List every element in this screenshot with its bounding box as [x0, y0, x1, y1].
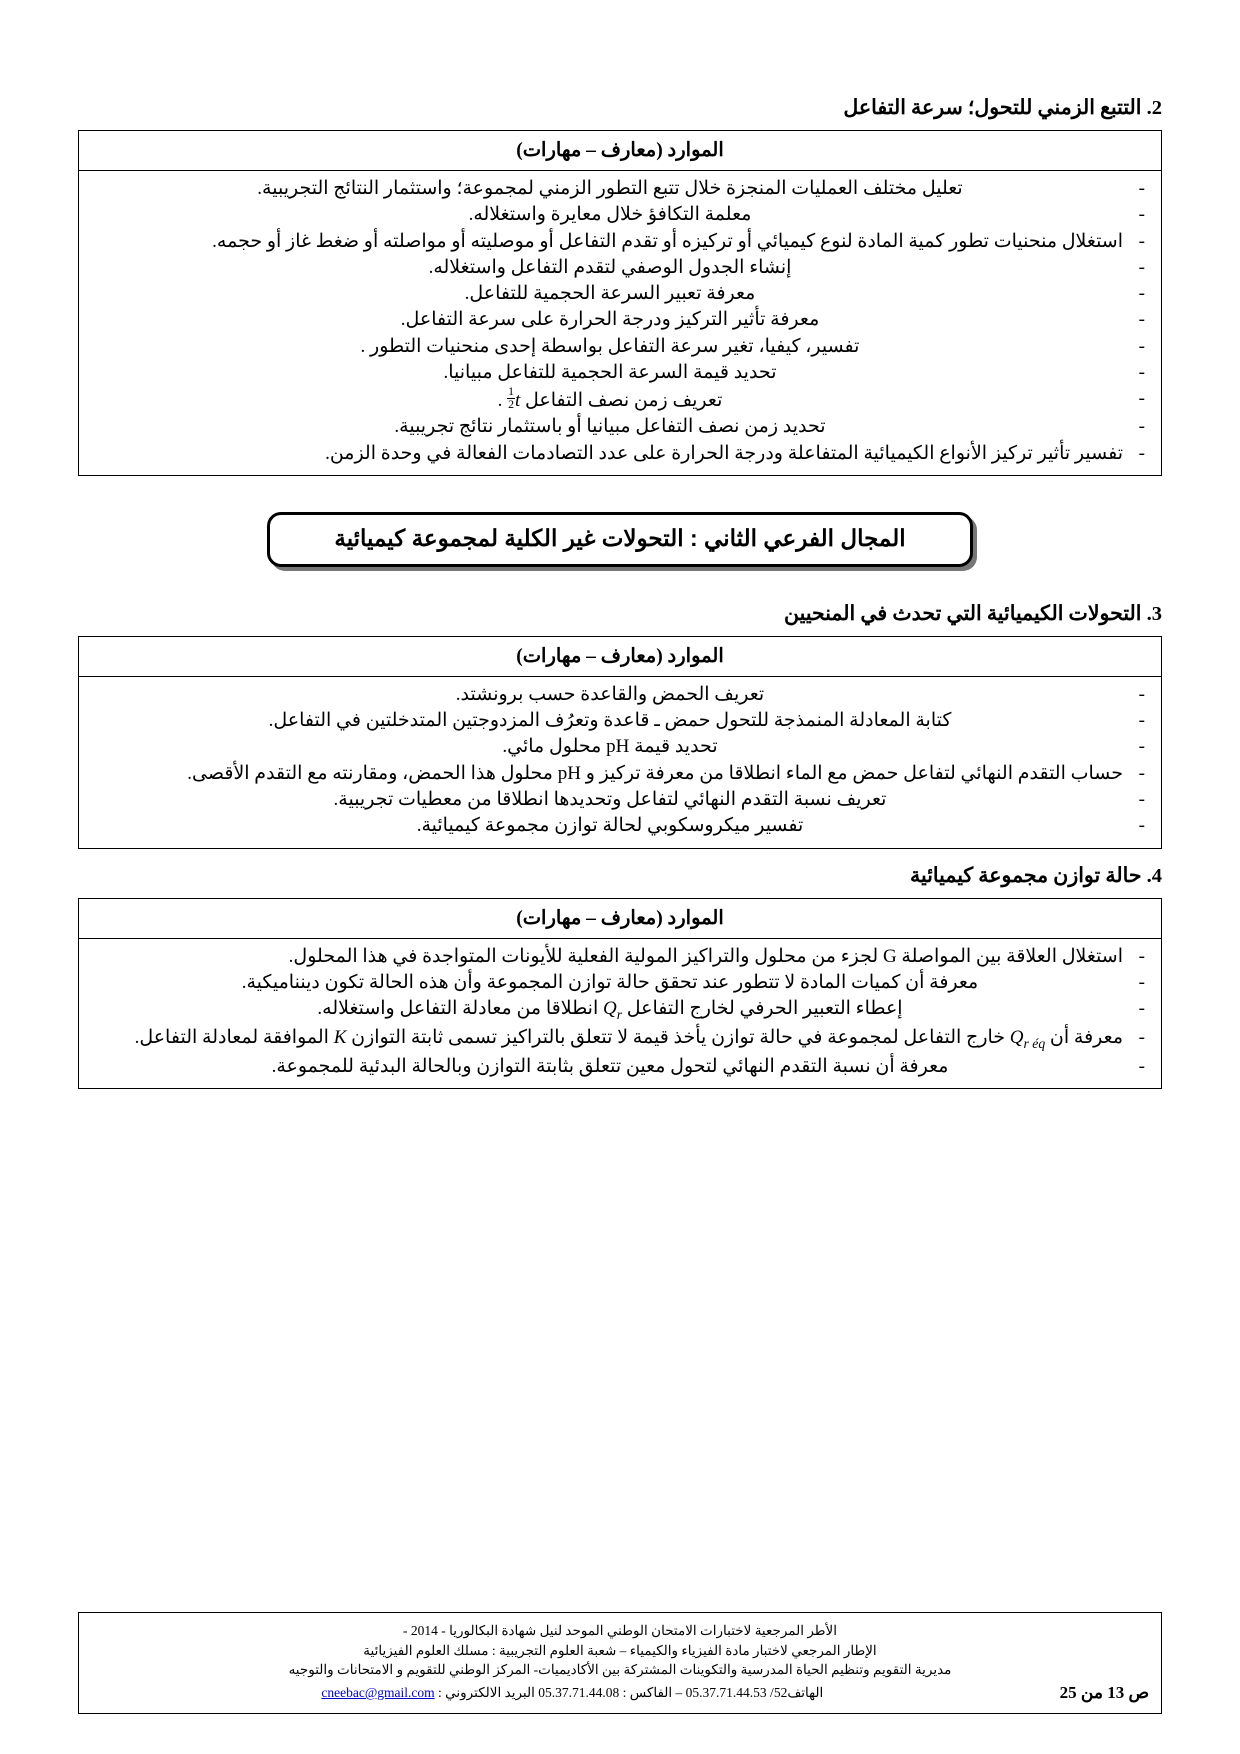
list-item: - تحديد زمن نصف التفاعل مبيانيا أو باستثمار نتائج تجريبية.	[89, 414, 1151, 440]
page-footer	[78, 1612, 1162, 1714]
section-3-item-list	[89, 682, 1151, 840]
list-item: - معرفة أن $Q_{r éq}$ خارج التفاعل لمجموعة في حالة توازن يأخذ قيمة لا تتعلق بالتراكيز تسمى ثابتة التوازن K الموافقة لمعادلة التفاعل.	[89, 1025, 1151, 1054]
footer-line-1: الأطر المرجعية لاختبارات الامتحان الوطني الموحد لنيل شهادة البكالوريا - 2014 -	[402, 1623, 837, 1639]
footer-line-3: مديرية التقويم وتنظيم الحياة المدرسية والتكوينات المشتركة بين الأكاديميات- المركز الوطني للتقويم و الامتحانات والتوجيه	[288, 1662, 952, 1678]
section-3-number: 3.	[1146, 602, 1162, 625]
section-2-table-cell	[79, 171, 1162, 476]
section-2-table-header: الموارد (معارف – مهارات)	[79, 131, 1162, 171]
section-4-table-cell	[79, 938, 1162, 1089]
list-item: - تحديد قيمة pH محلول مائي.	[89, 734, 1151, 760]
list-item: - معرفة أن نسبة التقدم النهائي لتحول معين تتعلق بثابتة التوازن وبالحالة البدئية للمجموعة.	[89, 1054, 1151, 1080]
section-4-number: 4.	[1146, 864, 1162, 887]
section-2-heading: التتبع الزمني للتحول؛ سرعة التفاعل	[843, 97, 1142, 119]
list-item: - استغلال منحنيات تطور كمية المادة لنوع كيميائي أو تركيزه أو تقدم التفاعل أو موصليته أو مواصلته أو ضغط غاز أو حجمه.	[89, 229, 1151, 255]
list-item: - تعريف الحمض والقاعدة حسب برونشتد.	[89, 682, 1151, 708]
section-4-heading: حالة توازن مجموعة كيميائية	[910, 864, 1142, 887]
section-3-title	[78, 601, 1162, 626]
section-3-heading: التحولات الكيميائية التي تحدث في المنحيين	[784, 602, 1142, 625]
list-item: - تعريف نسبة التقدم النهائي لتفاعل وتحديدها انطلاقا من معطيات تجريبية.	[89, 787, 1151, 813]
section-3-table-header: الموارد (معارف – مهارات)	[79, 636, 1162, 676]
footer-contact-info	[91, 1685, 1054, 1701]
footer-email-link[interactable]: cneebac@gmail.com	[321, 1685, 435, 1700]
section-3-table	[78, 636, 1162, 849]
subdomain-banner: المجال الفرعي الثاني : التحولات غير الكلية لمجموعة كيميائية	[267, 512, 973, 567]
list-item: - معرفة تعبير السرعة الحجمية للتفاعل.	[89, 281, 1151, 307]
footer-line-2: الإطار المرجعي لاختبار مادة الفيزياء والكيمياء – شعبة العلوم التجريبية : مسلك العلوم الفيزيائية	[363, 1642, 877, 1658]
list-item: - كتابة المعادلة المنمذجة للتحول حمض ـ قاعدة وتعرُف المزدوجتين المتدخلتين في التفاعل.	[89, 708, 1151, 734]
list-item: - معرفة تأثير التركيز ودرجة الحرارة على سرعة التفاعل.	[89, 307, 1151, 333]
list-item: - تفسير ميكروسكوبي لحالة توازن مجموعة كيميائية.	[89, 813, 1151, 839]
section-2-title	[78, 95, 1162, 120]
list-item-half-life: - تعريف زمن نصف التفاعل t $\frac{1}{2}$ .	[89, 386, 1151, 414]
list-item: - حساب التقدم النهائي لتفاعل حمض مع الماء انطلاقا من معرفة تركيز و pH محلول هذا الحمض، ومقارنته مع التقدم الأقصى.	[89, 761, 1151, 787]
subdomain-banner-wrap	[78, 512, 1162, 567]
section-4	[78, 863, 1162, 1090]
list-item: - إعطاء التعبير الحرفي لخارج التفاعل $Q_r$ انطلاقا من معادلة التفاعل واستغلاله.	[89, 996, 1151, 1025]
list-item: - تفسير، كيفيا، تغير سرعة التفاعل بواسطة إحدى منحنيات التطور .	[89, 334, 1151, 360]
half-fraction: $\frac{1}{2}$	[508, 385, 515, 411]
page-number: ص 13 من 25	[1059, 1683, 1149, 1702]
section-2-table	[78, 130, 1162, 476]
section-3	[78, 601, 1162, 849]
footer-phones: الهاتف52/ 05.37.71.44.53 – الفاكس : 05.37.71.44.08 البريد الالكتروني :	[434, 1685, 824, 1700]
footer-contact-row	[91, 1683, 1149, 1703]
list-item: - استغلال العلاقة بين المواصلة G لجزء من محلول والتراكيز المولية الفعلية للأيونات المتواجدة في هذا المحلول.	[89, 944, 1151, 970]
list-item: - تفسير تأثير تركيز الأنواع الكيميائية المتفاعلة ودرجة الحرارة على عدد التصادمات الفعالة في وحدة الزمن.	[89, 441, 1151, 467]
section-4-title	[78, 863, 1162, 888]
list-item: - معلمة التكافؤ خلال معايرة واستغلاله.	[89, 202, 1151, 228]
section-2-number: 2.	[1146, 97, 1162, 119]
section-2-item-list	[89, 176, 1151, 467]
section-4-table-header: الموارد (معارف – مهارات)	[79, 898, 1162, 938]
list-item: - إنشاء الجدول الوصفي لتقدم التفاعل واستغلاله.	[89, 255, 1151, 281]
list-item: - تعليل مختلف العمليات المنجزة خلال تتبع التطور الزمني لمجموعة؛ واستثمار النتائج التجريبية.	[89, 176, 1151, 202]
section-4-table	[78, 898, 1162, 1090]
section-3-table-cell	[79, 676, 1162, 848]
list-item: - تحديد قيمة السرعة الحجمية للتفاعل مبيانيا.	[89, 360, 1151, 386]
half-life-text: تعريف زمن نصف التفاعل	[525, 390, 723, 412]
section-4-item-list	[89, 944, 1151, 1081]
list-item: - معرفة أن كميات المادة لا تتطور عند تحقق حالة توازن المجموعة وأن هذه الحالة تكون دينناميكية.	[89, 970, 1151, 996]
half-life-symbol: t	[515, 390, 521, 412]
section-2	[78, 95, 1162, 476]
